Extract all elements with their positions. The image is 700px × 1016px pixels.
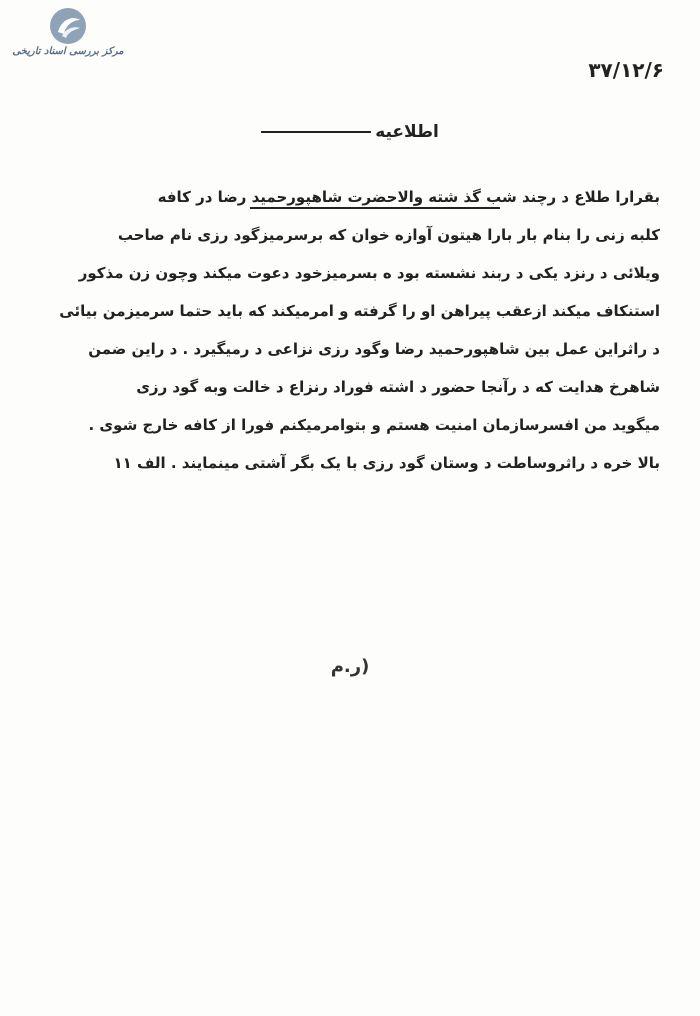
document-title (0, 122, 700, 142)
body-line: استنکاف میکند ازعقب پیراهن او را گرفته و امرمیکند که باید حتما سرمیزمن بیائی (59, 302, 660, 320)
body-line: بقرارا طلاع د رچند شب گذ شته والاحضرت شاهپورحمید رضا در کافه (157, 188, 660, 206)
title-stretch-line (261, 131, 371, 133)
name-underline (250, 207, 500, 209)
body-line: ویلائی د رنزد یکی د ربند نشسته بود ه بسرمیزخود دعوت میکند وچون زن مذکور (78, 264, 660, 282)
document-body (40, 178, 660, 482)
body-line: کلبه زنی را بنام بار بارا هیتون آوازه خوان که برسرمیزگود رزی نام صاحب (117, 226, 660, 244)
watermark-text: مرکز بررسی اسناد تاریخی (12, 46, 124, 57)
archive-logo-icon (48, 6, 88, 46)
body-line: بالا خره د راثروساطت د وستان گود رزی با یک بگر آشتی مینمایند . الف ۱۱ (113, 454, 660, 472)
body-line: شاهرخ هدایت که د رآنجا حضور د اشته فوراد رنزاع د خالت وبه گود رزی (136, 378, 660, 396)
document-date: ۳۷/۱۲/۶ (588, 58, 664, 82)
signature-mark: (ر.م (330, 656, 370, 677)
body-line: میگوید من افسرسازمان امنیت هستم و بتوامرمیکنم فورا از کافه خارج شوی . (88, 416, 660, 434)
archive-watermark (8, 6, 128, 66)
body-line: د راثراین عمل بین شاهپورحمید رضا وگود رزی نزاعی د رمیگیرد . د راین ضمن (88, 340, 660, 358)
title-text: اطلاعیه (375, 122, 439, 142)
